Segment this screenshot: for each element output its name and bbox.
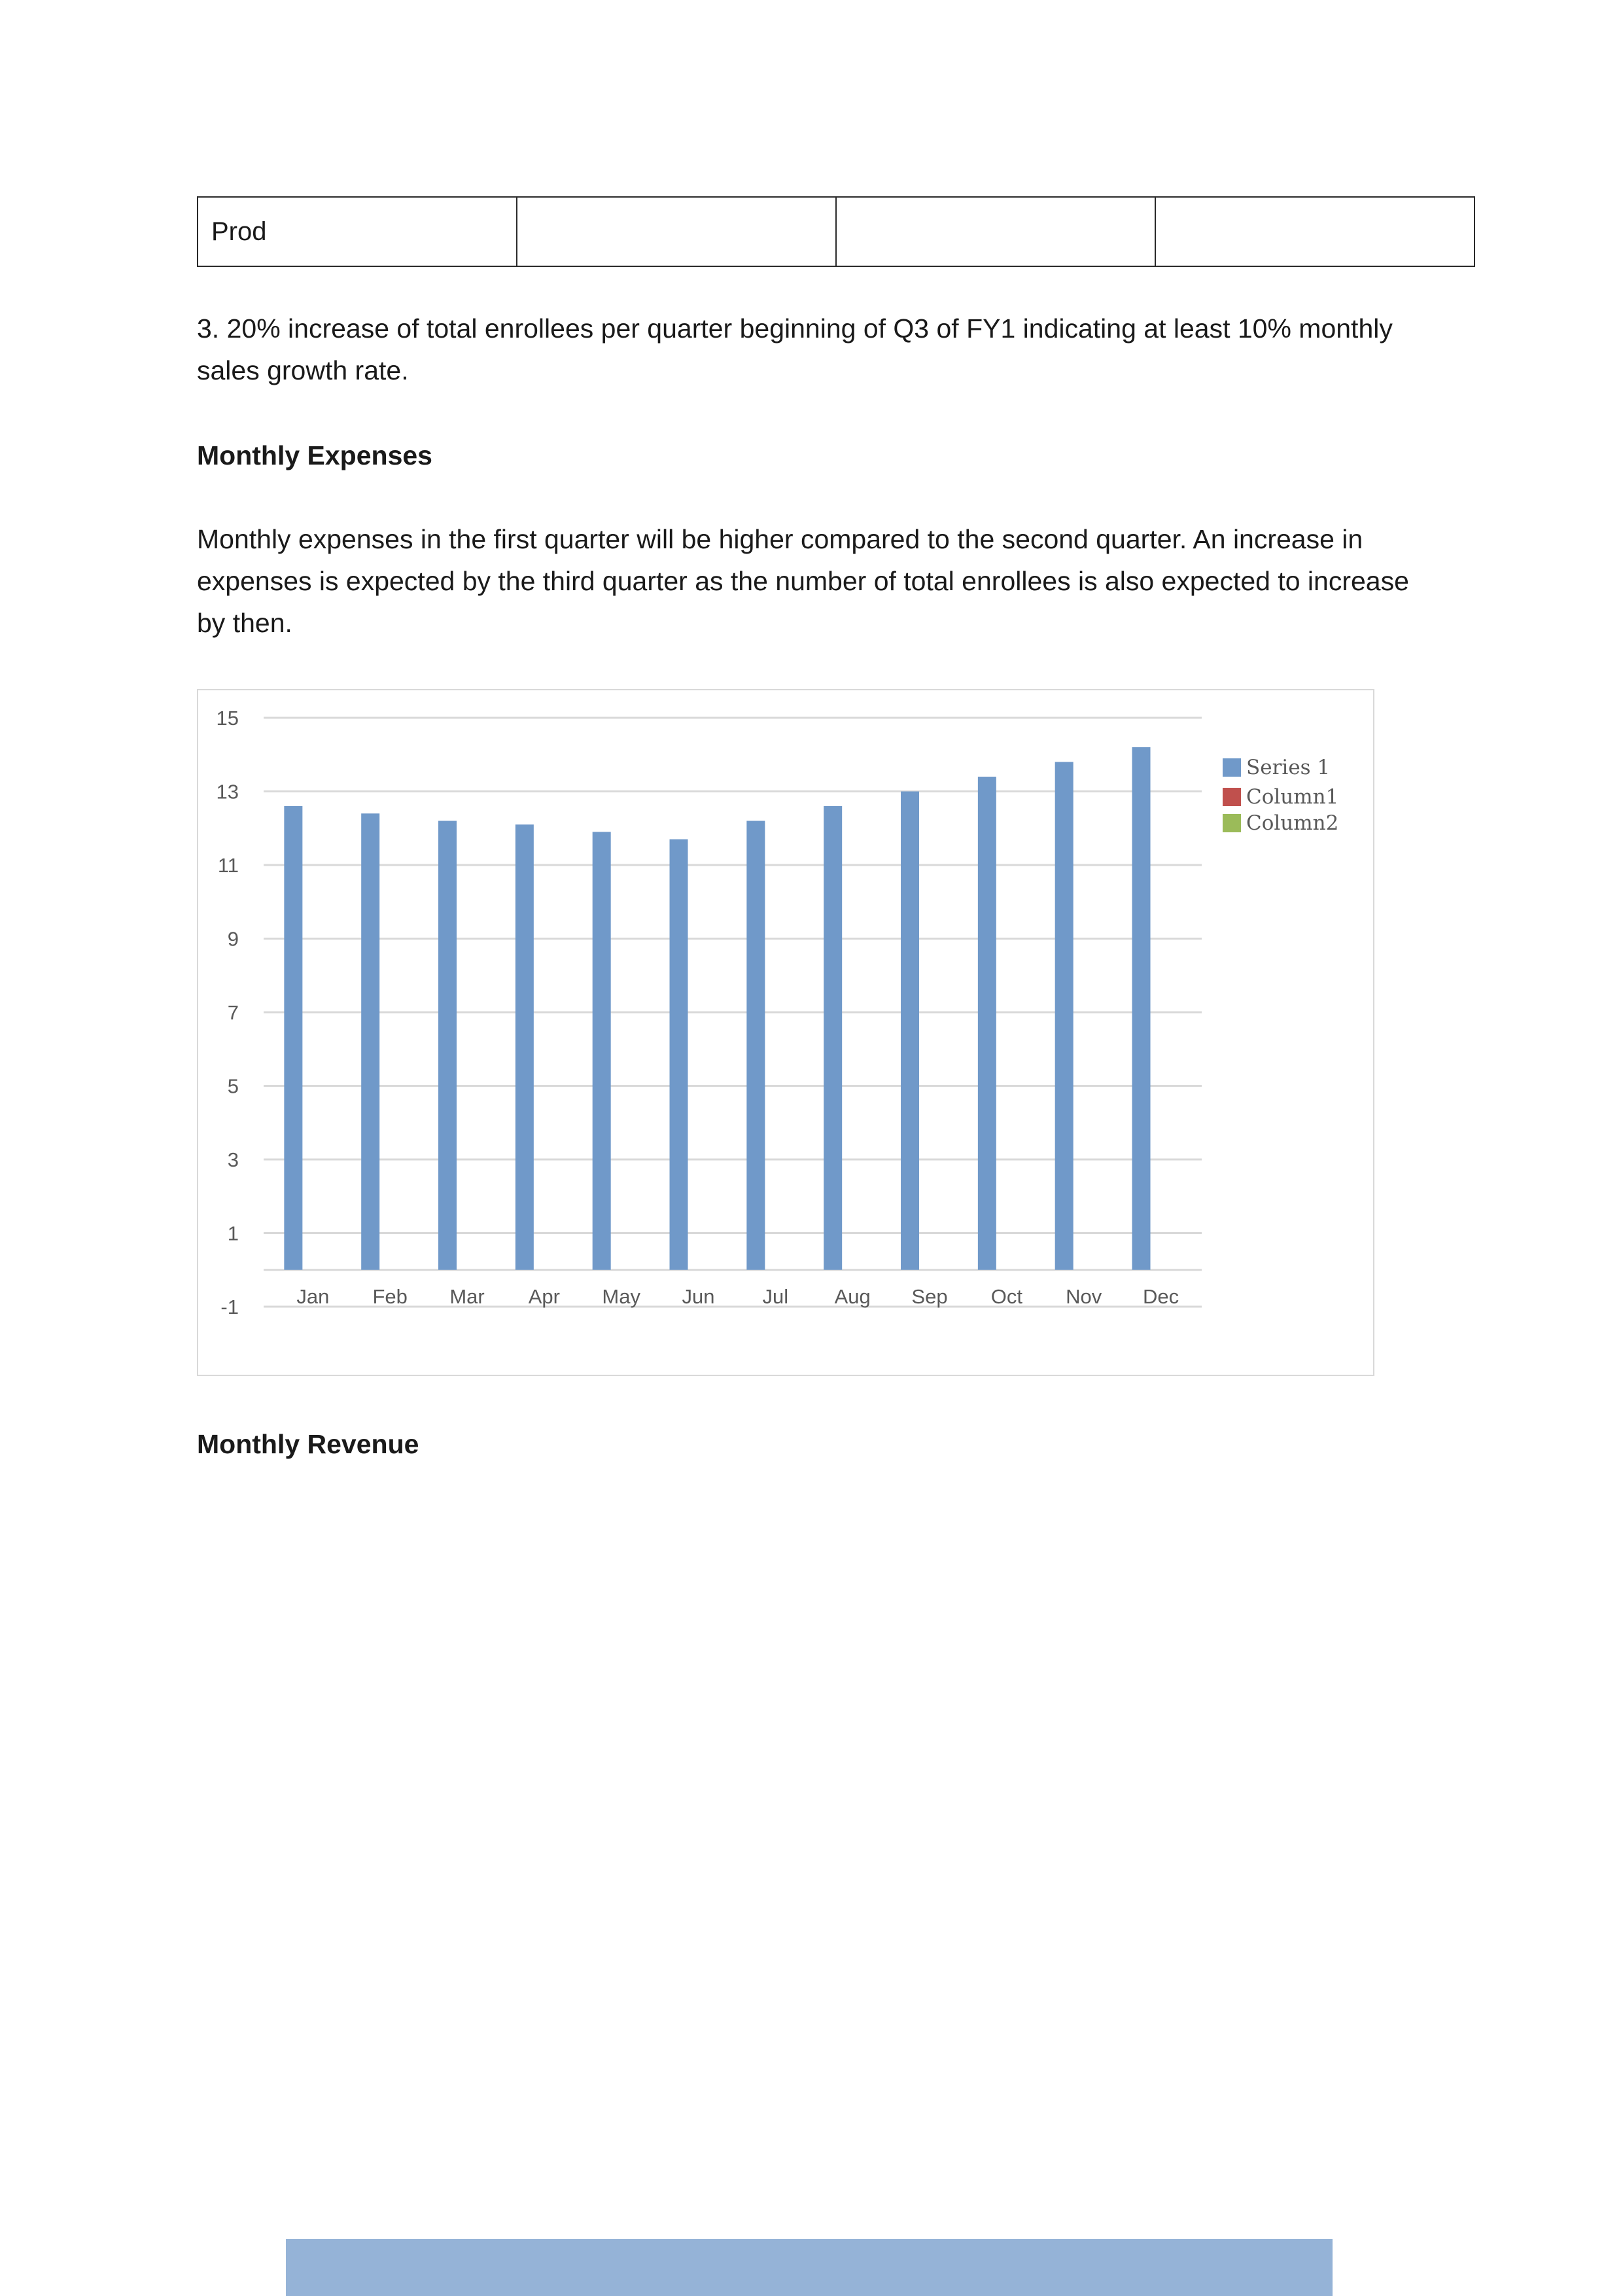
table-row [198, 197, 1475, 266]
bar [978, 777, 996, 1270]
monthly-expenses-chart [197, 689, 1374, 1376]
y-tick-label: 11 [217, 854, 239, 877]
monthly-revenue-heading: Monthly Revenue [197, 1429, 419, 1459]
y-tick-label: -1 [220, 1296, 239, 1318]
legend-label: Series 1 [1246, 756, 1331, 779]
table-cell [836, 197, 1155, 266]
goal-paragraph: 3. 20% increase of total enrollees per quarter beginning of Q3 of FY1 indicating at least 10% monthly sales growth rate. [197, 313, 1393, 385]
legend-label: Column2 [1246, 811, 1339, 835]
x-tick-label: May [602, 1285, 640, 1309]
x-tick-label: Apr [528, 1285, 560, 1309]
bar [593, 832, 611, 1269]
bar [515, 824, 534, 1270]
x-tick-label: Jun [682, 1285, 715, 1309]
y-tick-label: 9 [227, 927, 239, 951]
y-tick-label: 5 [227, 1074, 239, 1098]
monthly-expenses-heading: Monthly Expenses [197, 440, 432, 470]
x-tick-label: Dec [1142, 1285, 1179, 1309]
bar [824, 806, 842, 1270]
x-tick-label: Jul [762, 1285, 789, 1309]
y-tick-label: 1 [227, 1222, 239, 1245]
bar [670, 839, 688, 1270]
x-tick-label: Nov [1066, 1285, 1102, 1309]
expenses-paragraph: Monthly expenses in the first quarter will be higher compared to the second quarter. An increase in expenses is expected by the third quarter as the number of total enrollees is also expected to increase by then. [197, 524, 1409, 638]
product-table [197, 196, 1475, 267]
footer-bar [286, 2239, 1333, 2296]
y-tick-label: 13 [216, 780, 239, 804]
table-cell: Prod [198, 197, 517, 266]
table-cell [1155, 197, 1475, 266]
x-tick-label: Oct [990, 1285, 1022, 1309]
y-tick-label: 3 [227, 1148, 239, 1171]
x-tick-label: Aug [834, 1285, 871, 1309]
y-tick-label: 7 [227, 1001, 239, 1024]
bar [746, 821, 765, 1270]
bar [901, 792, 919, 1270]
y-tick-label: 15 [216, 707, 239, 730]
x-tick-label: Feb [372, 1285, 408, 1309]
bar [1055, 762, 1073, 1270]
bar [438, 821, 457, 1270]
legend-label: Column1 [1246, 785, 1339, 809]
legend-swatch [1223, 788, 1241, 806]
table-cell [517, 197, 836, 266]
legend-swatch [1223, 814, 1241, 832]
bar [361, 813, 379, 1270]
bar [1132, 747, 1151, 1270]
x-tick-label: Mar [449, 1285, 485, 1309]
x-tick-label: Sep [911, 1285, 948, 1309]
legend-swatch [1223, 758, 1241, 777]
chart-svg [198, 690, 1373, 1375]
x-tick-label: Jan [296, 1285, 330, 1309]
bar [284, 806, 302, 1270]
